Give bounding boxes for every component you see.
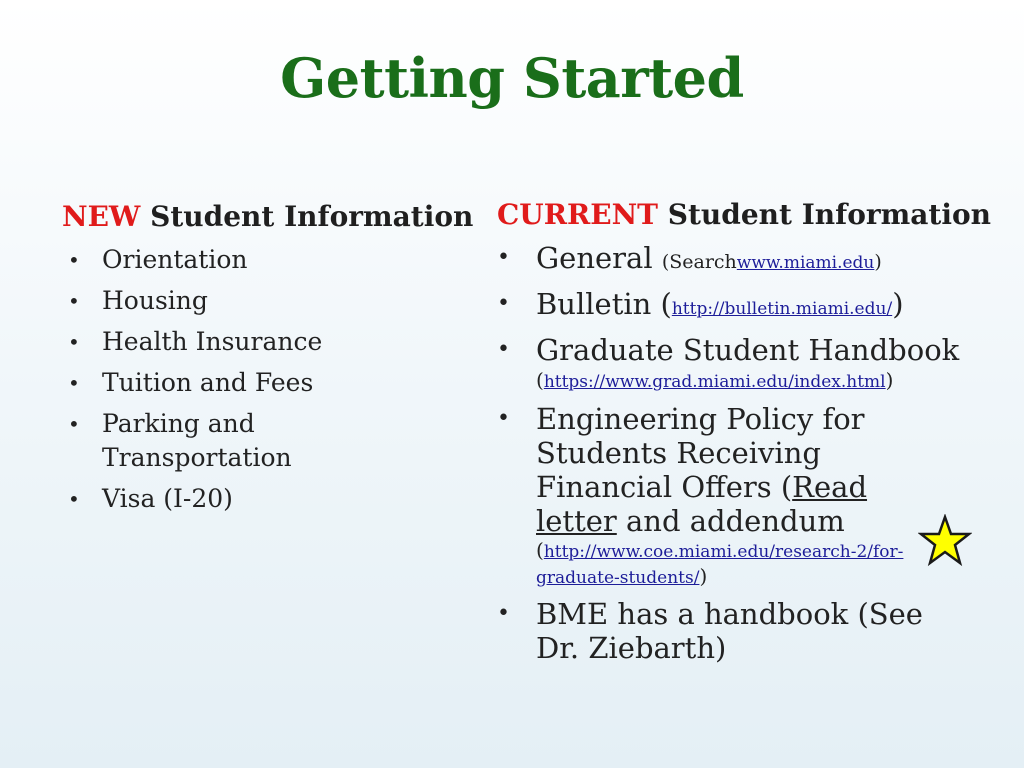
list-item-general xyxy=(497,241,1017,280)
miami-edu-link[interactable]: www.miami.edu xyxy=(736,253,875,273)
handbook-close: ) xyxy=(885,368,894,392)
list-item-bme xyxy=(497,597,966,665)
general-label: General xyxy=(536,241,653,275)
new-student-column xyxy=(62,200,492,523)
list-item-health-insurance xyxy=(62,325,492,359)
list-item-parking xyxy=(62,407,342,475)
bullet-icon: • xyxy=(68,371,80,395)
bulletin-link[interactable]: http://bulletin.miami.edu/ xyxy=(671,299,893,319)
list-item-bulletin xyxy=(497,287,1017,326)
bullet-icon: • xyxy=(497,337,510,362)
list-item-orientation xyxy=(62,243,492,277)
star-icon xyxy=(918,514,972,568)
bullet-icon: • xyxy=(497,406,510,431)
policy-close: ) xyxy=(699,564,708,588)
current-label: CURRENT xyxy=(497,198,659,231)
bme-text: BME has a handbook (See Dr. Ziebarth) xyxy=(536,597,923,665)
general-note: (Search xyxy=(661,251,737,273)
list-item-engineering-policy xyxy=(497,402,956,590)
new-student-heading xyxy=(62,200,492,233)
list-item-text: Visa (I-20) xyxy=(102,484,233,513)
bullet-icon: • xyxy=(68,248,80,272)
general-note-close: ) xyxy=(874,251,882,273)
bullet-icon: • xyxy=(68,289,80,313)
bullet-icon: • xyxy=(497,245,510,270)
list-item-text: Parking and Transportation xyxy=(102,409,292,472)
read-letter-link[interactable]: Read letter xyxy=(536,470,868,538)
policy-link-line xyxy=(536,538,916,590)
current-heading-text: Student Information xyxy=(667,198,992,231)
policy-tail: and addendum xyxy=(616,504,845,538)
bullet-icon: • xyxy=(68,412,80,436)
bullet-icon: • xyxy=(497,291,510,316)
bullet-icon: • xyxy=(68,487,80,511)
list-item-housing xyxy=(62,284,492,318)
new-heading-text: Student Information xyxy=(150,200,474,233)
bullet-icon: • xyxy=(68,330,80,354)
list-item-tuition xyxy=(62,366,492,400)
policy-open: ( xyxy=(536,538,544,562)
list-item-handbook xyxy=(497,333,1017,395)
bulletin-label: Bulletin ( xyxy=(536,287,672,321)
bullet-icon: • xyxy=(497,601,510,626)
list-item-text: Housing xyxy=(102,286,208,315)
handbook-label: Graduate Student Handbook xyxy=(536,333,960,367)
current-student-list xyxy=(497,241,1017,665)
list-item-text: Tuition and Fees xyxy=(102,368,314,397)
new-student-list xyxy=(62,243,492,516)
policy-text: Engineering Policy for Students Receiving Financial Offers ( xyxy=(536,402,865,504)
coe-research-link[interactable]: http://www.coe.miami.edu/research-2/for-graduate-students/ xyxy=(536,542,904,588)
handbook-link-line xyxy=(536,367,1017,395)
list-item-text: Orientation xyxy=(102,245,248,274)
slide-title: Getting Started xyxy=(280,46,744,110)
list-item-text: Health Insurance xyxy=(102,327,323,356)
bulletin-close: ) xyxy=(892,287,904,321)
list-item-visa xyxy=(62,482,492,516)
new-label: NEW xyxy=(62,200,141,233)
handbook-open: ( xyxy=(536,368,544,392)
current-student-column xyxy=(497,198,1017,672)
handbook-link[interactable]: https://www.grad.miami.edu/index.html xyxy=(543,372,886,392)
current-student-heading xyxy=(497,198,1017,231)
